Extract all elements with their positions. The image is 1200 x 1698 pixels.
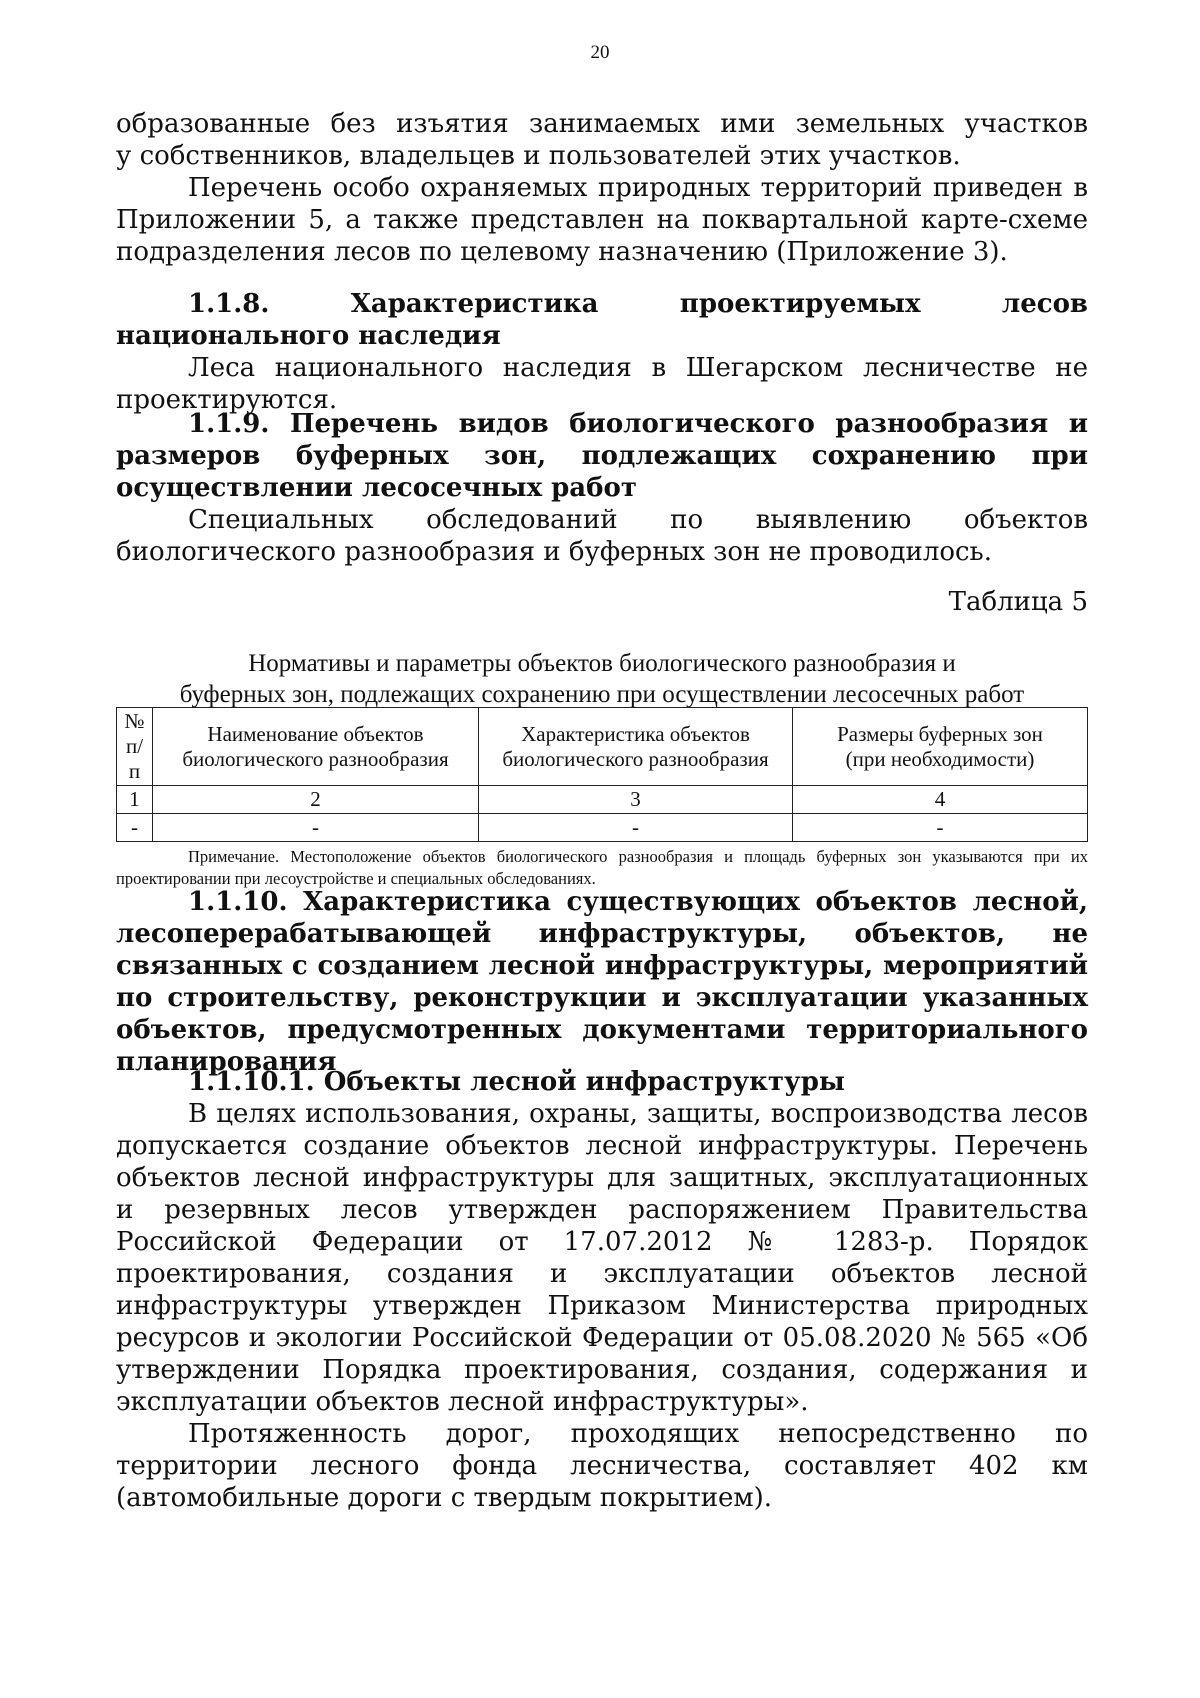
table-cell: 1: [117, 786, 153, 814]
table-cell: 3: [479, 786, 793, 814]
section-1-1-9-text: Специальных обследований по выявлению объектов биологического разнообразия и буферных зон не проводилось.: [116, 505, 1088, 567]
section-1-1-9: [116, 408, 1088, 568]
section-1-1-10-1-heading: 1.1.10.1. Объекты лесной инфраструктуры: [188, 1067, 845, 1097]
table-5-label-block: [116, 586, 1088, 618]
section-1-1-10-1-para-1: В целях использования, охраны, защиты, воспроизводства лесов допускается создание объектов лесной инфраструктуры. Перечень объектов лесной инфраструктуры для защитных, эксплуатационных и резервных лесов утвержден распоряжением Правительства Российской Федерации от 17.07.2012 № 1283-р. Порядок проектирования, создания и эксплуатации объектов лесной инфраструктуры утвержден Приказом Министерства природных ресурсов и экологии Российской Федерации от 05.08.2020 № 565 «Об утверждении Порядка проектирования, создания, содержания и эксплуатации объектов лесной инфраструктуры».: [116, 1099, 1088, 1417]
section-1-1-10-1-para-2: Протяженность дорог, проходящих непосредственно по территории лесного фонда лесничества, составляет 402 км (автомобильные дороги с твердым покрытием).: [116, 1419, 1088, 1513]
oopt-paragraph-block: [116, 172, 1088, 268]
table-caption-line-1: Нормативы и параметры объектов биологического разнообразия и: [248, 650, 956, 677]
header-text: Наименование объектов: [207, 721, 424, 746]
section-1-1-10: [116, 886, 1088, 1078]
section-1-1-8-text: Леса национального наследия в Шегарском лесничестве не проектируются.: [116, 353, 1088, 415]
intro-line-2: у собственников, владельцев и пользователей этих участков.: [116, 141, 961, 171]
section-1-1-10-1: [116, 1066, 1088, 1514]
table-cell: -: [479, 814, 793, 842]
table-cell: 2: [153, 786, 479, 814]
table-cell: -: [117, 814, 153, 842]
table-5: [116, 707, 1088, 890]
section-1-1-9-heading: 1.1.9. Перечень видов биологического разнообразия и размеров буферных зон, подлежащих сохранению при осуществлении лесосечных работ: [116, 409, 1088, 503]
header-text: (при необходимости): [845, 746, 1035, 771]
table-number-row: [117, 786, 1088, 814]
section-1-1-10-heading: 1.1.10. Характеристика существующих объектов лесной, лесоперерабатывающей инфраструктуры, объектов, не связанных с созданием лесной инфраструктуры, мероприятий по строительству, реконструкции и эксплуатации указанных объектов, предусмотренных документами территориального планирования: [116, 887, 1088, 1077]
table-cell: 4: [793, 786, 1088, 814]
bio-diversity-table: [116, 707, 1088, 842]
header-text: биологического разнообразия: [182, 746, 449, 771]
header-text: Характеристика объектов: [521, 721, 750, 746]
section-1-1-8-heading: 1.1.8. Характеристика проектируемых лесов национального наследия: [116, 289, 1088, 351]
header-cell-characteristic: [479, 708, 793, 786]
table-label: Таблица 5: [948, 587, 1088, 617]
table-header-row: [117, 708, 1088, 786]
page-number: 20: [590, 42, 610, 63]
table-row: [117, 814, 1088, 842]
table-cell: -: [793, 814, 1088, 842]
table-5-caption: [116, 648, 1088, 710]
intro-block: [116, 108, 1088, 172]
header-text: биологического разнообразия: [502, 746, 769, 771]
header-text: №: [124, 709, 145, 733]
header-cell-buffer-size: [793, 708, 1088, 786]
intro-line-1: образованные без изъятия занимаемых ими земельных участков: [116, 109, 1088, 139]
header-text: Размеры буферных зон: [837, 721, 1043, 746]
header-cell-number: [117, 708, 153, 786]
table-caption-line-2: буферных зон, подлежащих сохранению при осуществлении лесосечных работ: [179, 681, 1025, 708]
section-1-1-8: [116, 288, 1088, 416]
header-text: п/п: [125, 734, 144, 783]
oopt-paragraph: Перечень особо охраняемых природных территорий приведен в Приложении 5, а также представлен на поквартальной карте-схеме подразделения лесов по целевому назначению (Приложение 3).: [116, 173, 1088, 267]
header-cell-name: [153, 708, 479, 786]
table-note: Примечание. Местоположение объектов биологического разнообразия и площадь буферных зон указываются при их проектировании при лесоустройстве и специальных обследованиях.: [116, 847, 1088, 888]
table-cell: -: [153, 814, 479, 842]
